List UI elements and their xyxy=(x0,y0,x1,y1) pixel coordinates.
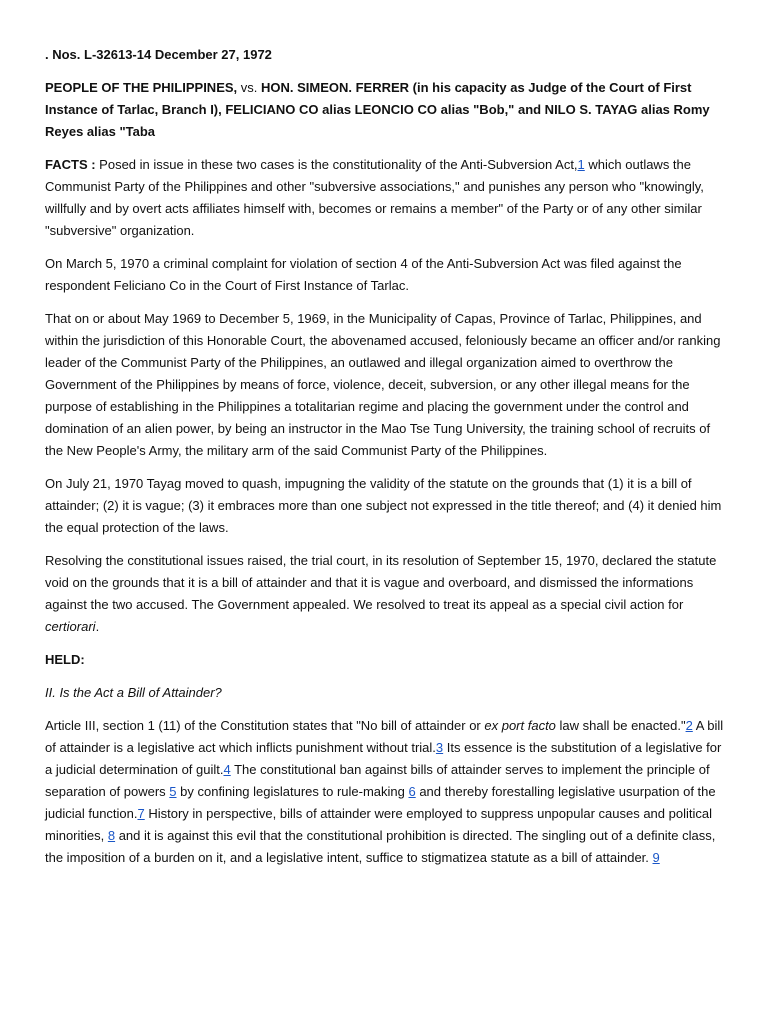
resolving-paragraph xyxy=(45,550,728,638)
complaint-paragraph: On March 5, 1970 a criminal complaint for violation of section 4 of the Anti-Subversion Act was filed against the respondent Feliciano Co in the Court of First Instance of Tarlac. xyxy=(45,256,682,293)
quash-paragraph: On July 21, 1970 Tayag moved to quash, impugning the validity of the statute on the grounds that (1) it is a bill of attainder; (2) it is vague; (3) it embraces more than one subject not expressed in the title thereof; and (4) it denied him the equal protection of the laws. xyxy=(45,476,722,535)
ex-post-facto-term: ex port facto xyxy=(484,718,556,733)
article-text-3: A bill of attainder is a legislative act which inflicts punishment without trial. xyxy=(45,718,724,755)
footnote-link-6[interactable]: 6 xyxy=(408,784,416,799)
article-text-8: History in perspective, bills of attainder were employed to suppress unpopular causes and political minorities, xyxy=(45,806,712,843)
footnote-link-8[interactable]: 8 xyxy=(107,828,116,843)
footnote-link-9[interactable]: 9 xyxy=(652,850,660,865)
caption-vs: vs. xyxy=(237,80,261,95)
article-text-2: law shall be enacted." xyxy=(555,718,686,733)
article-text-1: Article III, section 1 (11) of the Constitution states that "No bill of attainder or xyxy=(45,718,485,733)
resolving-end: . xyxy=(95,619,100,634)
article-text-4: Its essence is the substitution of a legislative for a judicial determination of guilt. xyxy=(45,740,722,777)
footnote-link-1[interactable]: 1 xyxy=(577,157,585,172)
article-text-5: The constitutional ban against bills of attainder serves to implement the principle of separation of powers xyxy=(45,762,710,799)
facts-label: FACTS : xyxy=(45,157,96,172)
case-number: . Nos. L-32613-14 December 27, 1972 xyxy=(45,47,272,62)
caption-respondents: HON. SIMEON. FERRER (in his capacity as Judge of the Court of First Instance of Tarlac, Branch I), FELICIANO CO alias LEONCIO CO alias "Bob," and NILO S. TAYAG alias Romy Reyes alias "Taba xyxy=(45,80,710,139)
footnote-link-2[interactable]: 2 xyxy=(685,718,693,733)
footnote-link-5[interactable]: 5 xyxy=(169,784,177,799)
certiorari-term: certiorari xyxy=(45,619,96,634)
article-text-9: and it is against this evil that the constitutional prohibition is directed. The singling out of a definite class, the imposition of a burden on it, and a legislative intent, suffice to stigmatizea statute as a bill of attainder. xyxy=(45,828,716,865)
facts-paragraph xyxy=(45,154,728,242)
article-text-6: by confining legislatures to rule-making xyxy=(176,784,409,799)
facts-text-2: which outlaws the Communist Party of the Philippines and other "subversive associations," and punishes any person who "knowingly, willfully and by overt acts affiliates himself with, becomes or remains a member" of the Party or of any other similar "subversive" organization. xyxy=(45,157,704,238)
charge-paragraph: That on or about May 1969 to December 5, 1969, in the Municipality of Capas, Province of Tarlac, Philippines, and within the jurisdiction of this Honorable Court, the abovenamed accused, feloniously became an officer and/or ranking leader of the Communist Party of the Philippines, an outlawed and illegal organization aimed to overthrow the Government of the Philippines by means of force, violence, deceit, subversion, or any other illegal means for the purpose of establishing in the Philippines a totalitarian regime and placing the government under the control and domination of an alien power, by being an instructor in the Mao Tse Tung University, the training school of recruits of the New People's Army, the military arm of the said Communist Party of the Philippines. xyxy=(45,311,721,458)
resolving-text: Resolving the constitutional issues raised, the trial court, in its resolution of September 15, 1970, declared the statute void on the grounds that it is a bill of attainder and that it is vague and overboard, and dismissed the informations against the two accused. The Government appealed. We resolved to treat its appeal as a special civil action for xyxy=(45,553,717,612)
issue-question: II. Is the Act a Bill of Attainder? xyxy=(45,685,222,700)
caption-petitioner: PEOPLE OF THE PHILIPPINES, xyxy=(45,80,238,95)
footnote-link-3[interactable]: 3 xyxy=(435,740,444,755)
case-caption xyxy=(45,77,728,143)
footnote-link-4[interactable]: 4 xyxy=(223,762,231,777)
facts-text-1: Posed in issue in these two cases is the constitutionality of the Anti-Subversion Act, xyxy=(95,157,578,172)
footnote-link-7[interactable]: 7 xyxy=(137,806,145,821)
article-paragraph xyxy=(45,715,728,869)
held-label: HELD: xyxy=(45,652,85,667)
article-text-7: and thereby forestalling legislative usurpation of the judicial function. xyxy=(45,784,716,821)
